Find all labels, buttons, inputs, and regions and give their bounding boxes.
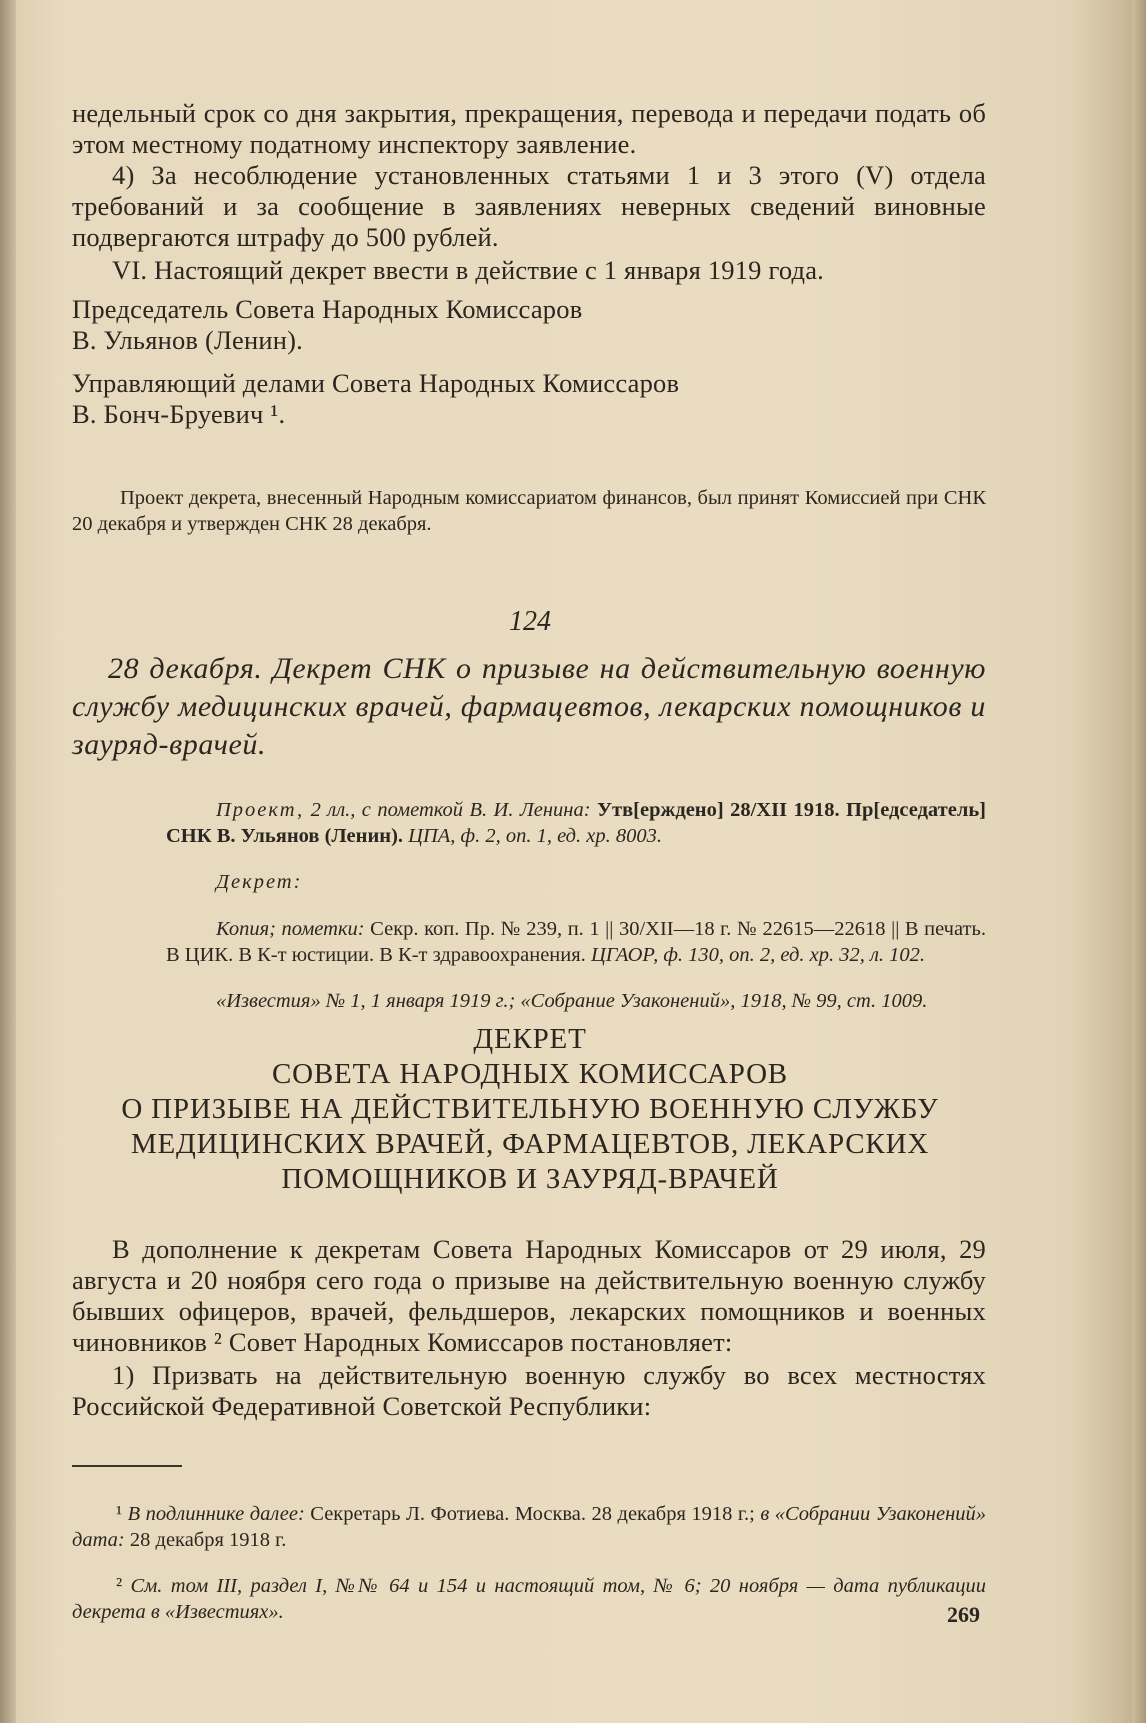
signature-1-role: Председатель Совета Народных Комиссаров [72, 294, 583, 324]
decree-body [72, 1234, 986, 1422]
editorial-note [72, 464, 986, 557]
page-number: 269 [947, 1602, 980, 1627]
footnote-1-text: Секретарь Л. Фотиева. Москва. 28 декабря 1918 г.; [304, 1502, 755, 1525]
document-number: 124 [509, 606, 551, 637]
source-draft-archive: ЦПА, ф. 2, оп. 1, ед. хр. 8003. [408, 824, 663, 847]
footnote-1-text-2: 28 декабря 1918 г. [124, 1528, 287, 1551]
decree-heading [60, 1022, 1000, 1197]
source-draft-stamp: Утв[ерждено] 28/XII 1918. Пр[едседатель] СНК В. Ульянов (Ленин). [166, 798, 986, 847]
footnote-2-italic: См. том III, раздел I, №№ 64 и 154 и настоящий том, № 6; 20 ноября — дата публикации декрета в «Известиях». [72, 1575, 986, 1623]
footnote-1-italic-2: в «Собрании Узаконений» дата: [72, 1502, 986, 1551]
signature-block [72, 294, 986, 430]
footnote-1-italic: В подлиннике далее: [127, 1502, 305, 1525]
source-copy [166, 916, 986, 968]
body-paragraph-2: 1) Призвать на действительную военную службу во всех местностях Российской Федеративной Советской Республики: [72, 1360, 986, 1421]
document-title: 28 декабря. Декрет СНК о призыве на действительную военную службу медицинских врачей, фармацевтов, лекарских помощников и зауряд-врачей. [72, 652, 986, 761]
footnote-1-mark: ¹ [116, 1502, 128, 1525]
source-publication: «Известия» № 1, 1 января 1919 г.; «Собрание Узаконений», 1918, № 99, ст. 1009. [216, 990, 928, 1012]
document-title-block [72, 650, 986, 764]
source-copy-label: Копия; пометки: [216, 917, 365, 940]
footnote-1 [72, 1501, 986, 1553]
heading-line-4: МЕДИЦИНСКИХ ВРАЧЕЙ, ФАРМАЦЕВТОВ, ЛЕКАРСКИХ [130, 1128, 930, 1160]
editorial-note-text: Проект декрета, внесенный Народным комиссариатом финансов, был принят Комиссией при СНК 20 декабря и утвержден СНК 28 декабря. [72, 486, 986, 535]
source-decree-label: Декрет: [216, 871, 303, 893]
top-paragraph-1: недельный срок со дня закрытия, прекращения, перевода и передачи подать об этом местному податному инспектору заявление. [72, 98, 986, 159]
footnote-2 [72, 1573, 986, 1625]
heading-line-5: ПОМОЩНИКОВ И ЗАУРЯД-ВРАЧЕЙ [281, 1163, 779, 1195]
top-paragraph-3: VI. Настоящий декрет ввести в действие с 1 января 1919 года. [112, 255, 825, 285]
archival-sources [166, 776, 986, 1035]
source-draft [166, 797, 986, 849]
footnotes [72, 1480, 986, 1646]
heading-line-3: О ПРИЗЫВЕ НА ДЕЙСТВИТЕЛЬНУЮ ВОЕННУЮ СЛУЖБУ [121, 1093, 939, 1125]
top-paragraph-2: 4) За несоблюдение установленных статьями 1 и 3 этого (V) отдела требований и за сообщение в заявлениях неверных сведений виновные подвергаются штрафу до 500 рублей. [72, 160, 986, 252]
signature-2-role: Управляющий делами Совета Народных Комиссаров [72, 368, 680, 398]
footnote-rule [72, 1465, 182, 1467]
footnote-2-mark: ² [116, 1575, 131, 1597]
signature-1-name: В. Ульянов (Ленин). [72, 325, 303, 355]
source-copy-text: Секр. коп. Пр. № 239, п. 1 || 30/XII—18 г. № 22615—22618 || В печать. В ЦИК. В К-т юстиции. В К-т здравоохранения. [166, 917, 986, 966]
signature-2-name: В. Бонч-Бруевич ¹. [72, 399, 286, 429]
source-draft-desc: 2 лл., с пометкой В. И. Ленина: [304, 798, 591, 821]
source-copy-archive: ЦГАОР, ф. 130, оп. 2, ед. хр. 32, л. 102. [585, 943, 926, 966]
source-draft-label: Проект, [216, 798, 305, 821]
page-edge [1132, 0, 1146, 1723]
body-paragraph-1: В дополнение к декретам Совета Народных Комиссаров от 29 июля, 29 августа и 20 ноября сего года о призыве на действительную военную службу бывших офицеров, врачей, фельдшеров, лекарских помощников и военных чиновников ² Совет Народных Комиссаров постановляет: [72, 1234, 986, 1357]
top-text-block [72, 98, 986, 286]
heading-line-2: СОВЕТА НАРОДНЫХ КОМИССАРОВ [272, 1058, 788, 1090]
book-spine [0, 0, 16, 1723]
heading-line-1: ДЕКРЕТ [473, 1023, 587, 1055]
